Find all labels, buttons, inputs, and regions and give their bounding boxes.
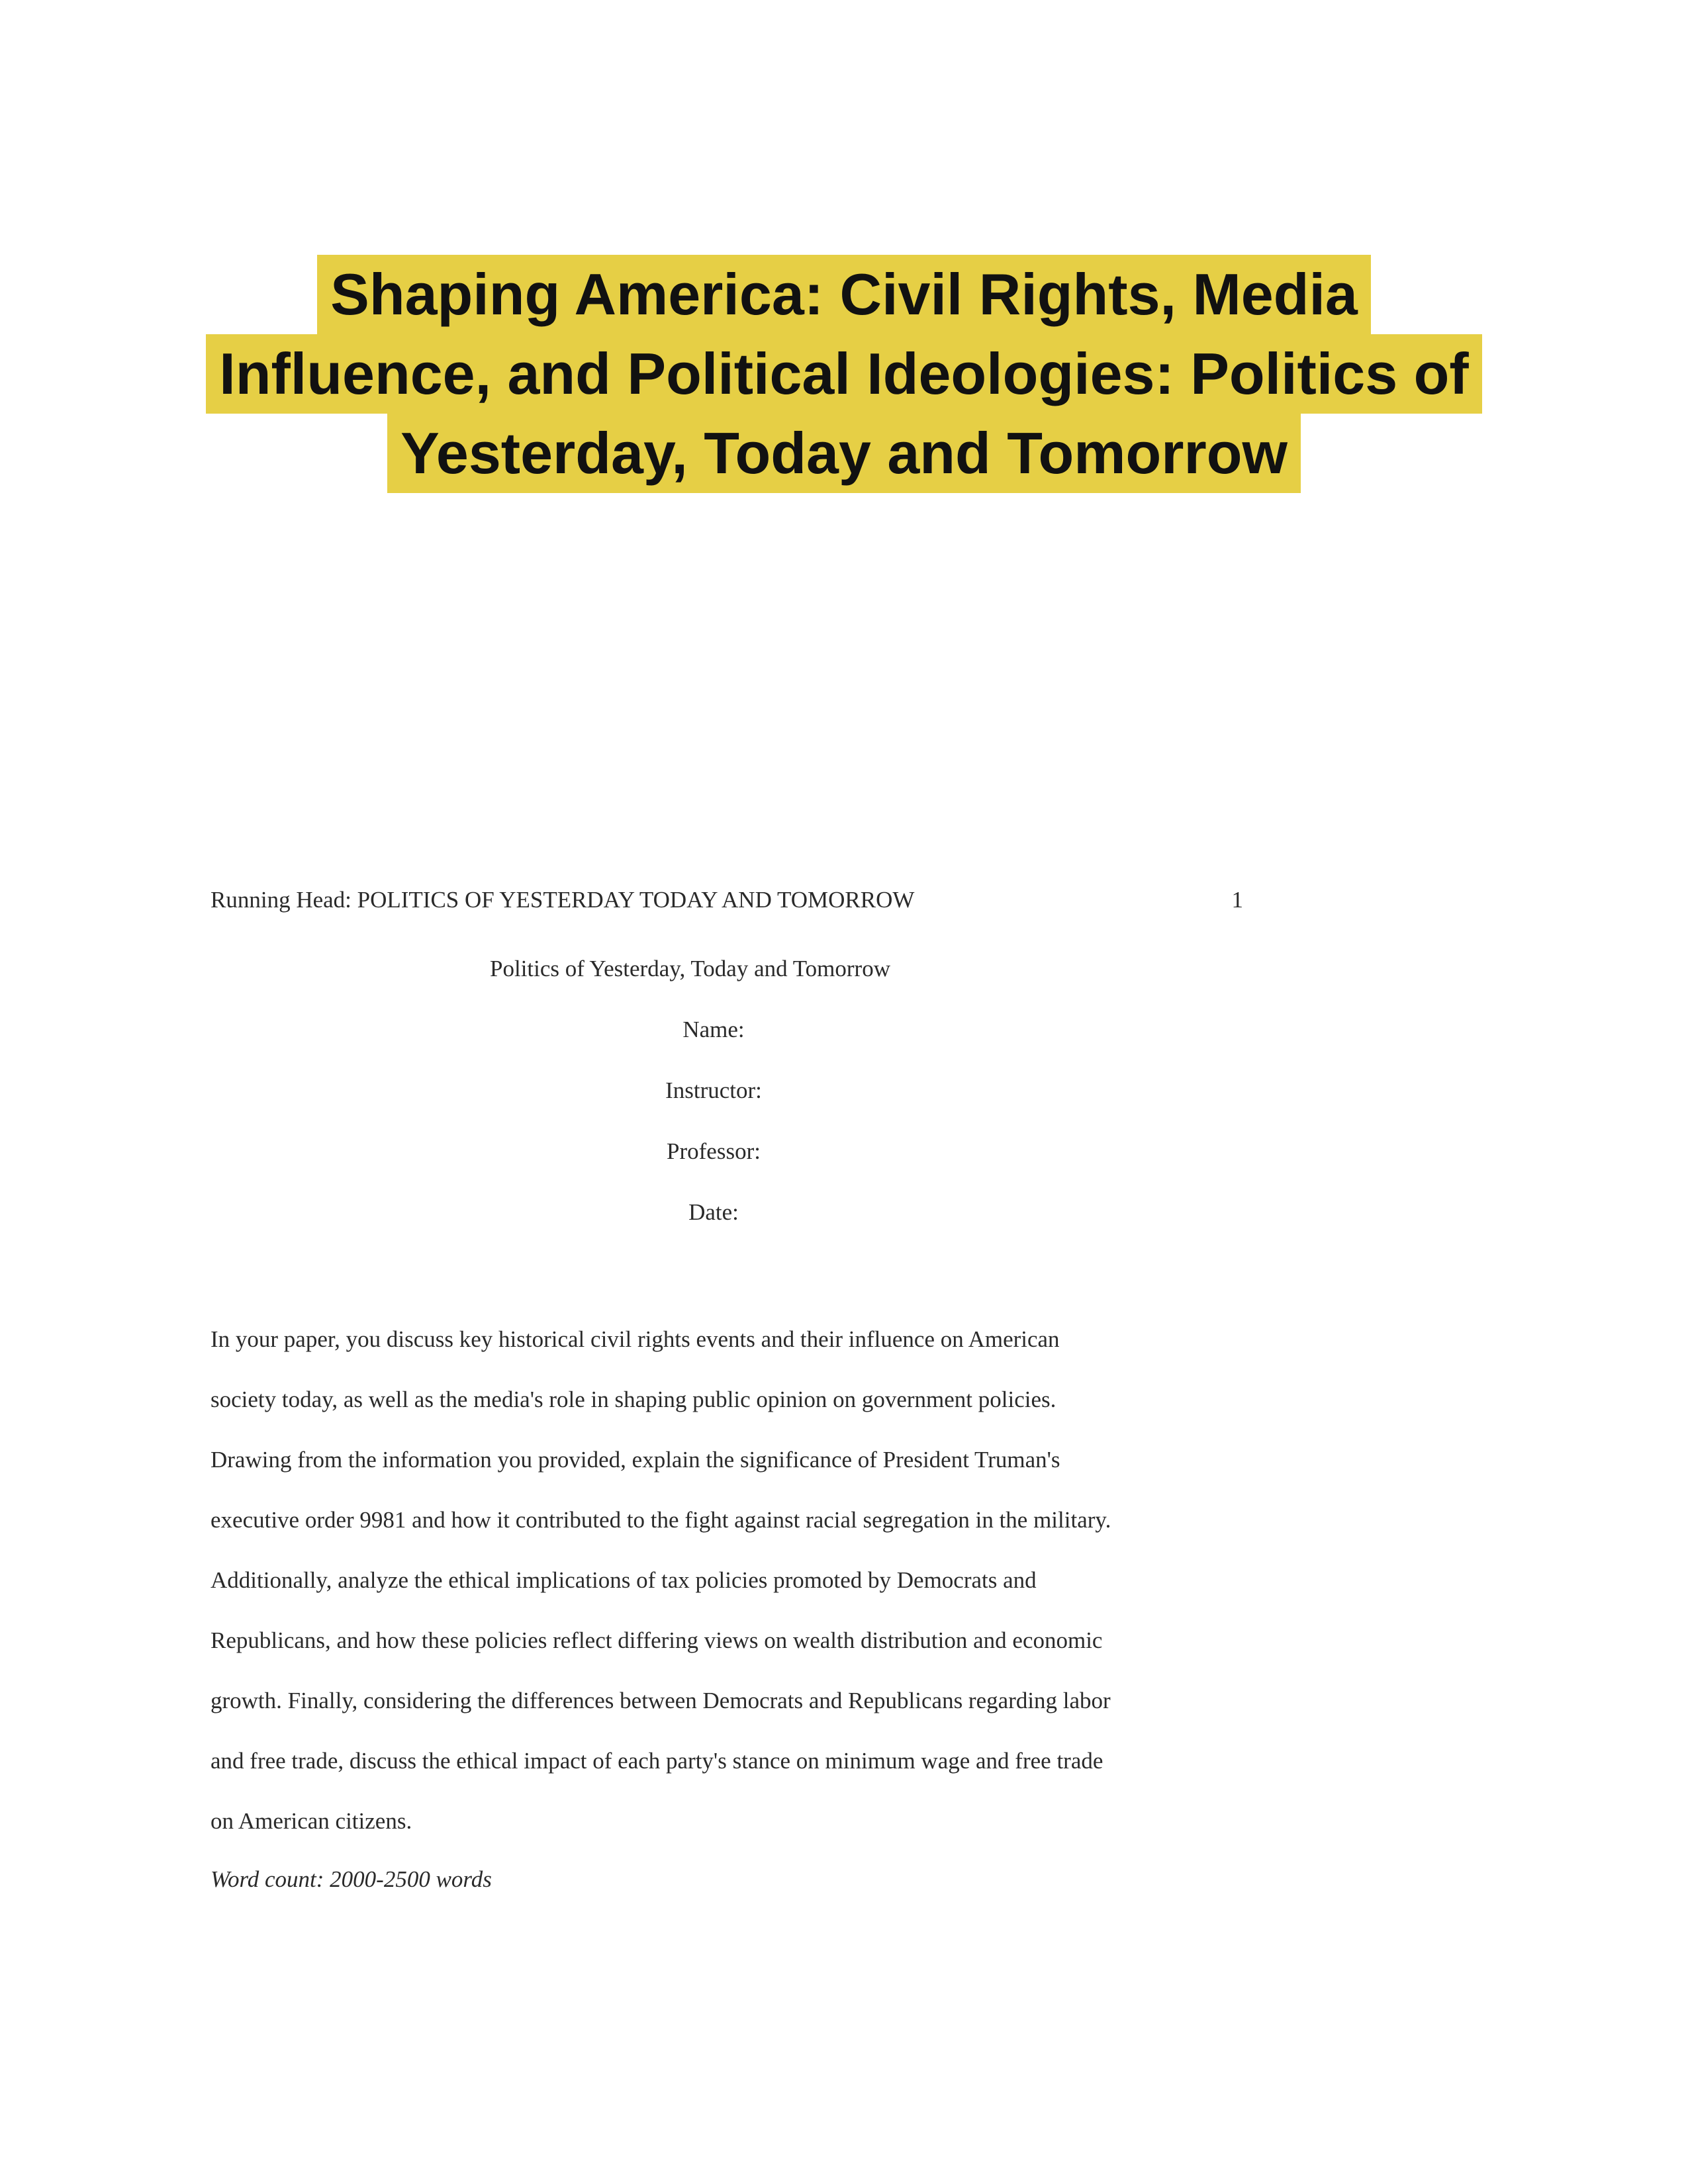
paragraph-line: In your paper, you discuss key historical civil rights events and their influence on American	[211, 1326, 1060, 1352]
document-title	[0, 255, 1688, 493]
paragraph-line: on American citizens.	[211, 1808, 412, 1834]
scanned-paper-preview	[211, 880, 1243, 1909]
paragraph-line: Republicans, and how these policies reflect differing views on wealth distribution and economic	[211, 1627, 1103, 1653]
title-line-text: Yesterday, Today and Tomorrow	[387, 414, 1301, 493]
paragraph-line: Drawing from the information you provided, explain the significance of President Truman's	[211, 1447, 1060, 1473]
field-professor: Professor:	[667, 1138, 761, 1164]
title-line	[0, 414, 1688, 493]
field-name: Name:	[682, 1017, 745, 1042]
title-line	[0, 334, 1688, 414]
paragraph-line: and free trade, discuss the ethical impact of each party's stance on minimum wage and free trade	[211, 1748, 1103, 1774]
running-head	[211, 880, 1243, 920]
paragraph-line: executive order 9981 and how it contributed to the fight against racial segregation in the military.	[211, 1507, 1111, 1533]
title-line	[0, 255, 1688, 334]
title-line-text: Influence, and Political Ideologies: Politics of	[206, 334, 1481, 414]
title-line-text: Shaping America: Civil Rights, Media	[317, 255, 1371, 334]
paragraph-line: society today, as well as the media's role in shaping public opinion on government policies.	[211, 1387, 1056, 1412]
paper-title: Politics of Yesterday, Today and Tomorrow	[490, 956, 890, 981]
field-date: Date:	[688, 1199, 739, 1225]
assignment-paragraph	[211, 1309, 1243, 1851]
paragraph-line: growth. Finally, considering the differences between Democrats and Republicans regarding labor	[211, 1688, 1111, 1713]
paragraph-line: Additionally, analyze the ethical implications of tax policies promoted by Democrats and	[211, 1567, 1037, 1593]
page-number: 1	[1231, 887, 1243, 913]
field-instructor: Instructor:	[665, 1077, 762, 1103]
running-head-text: Running Head: POLITICS OF YESTERDAY TODAY AND TOMORROW	[211, 887, 915, 913]
word-count: Word count: 2000-2500 words	[211, 1866, 492, 1892]
